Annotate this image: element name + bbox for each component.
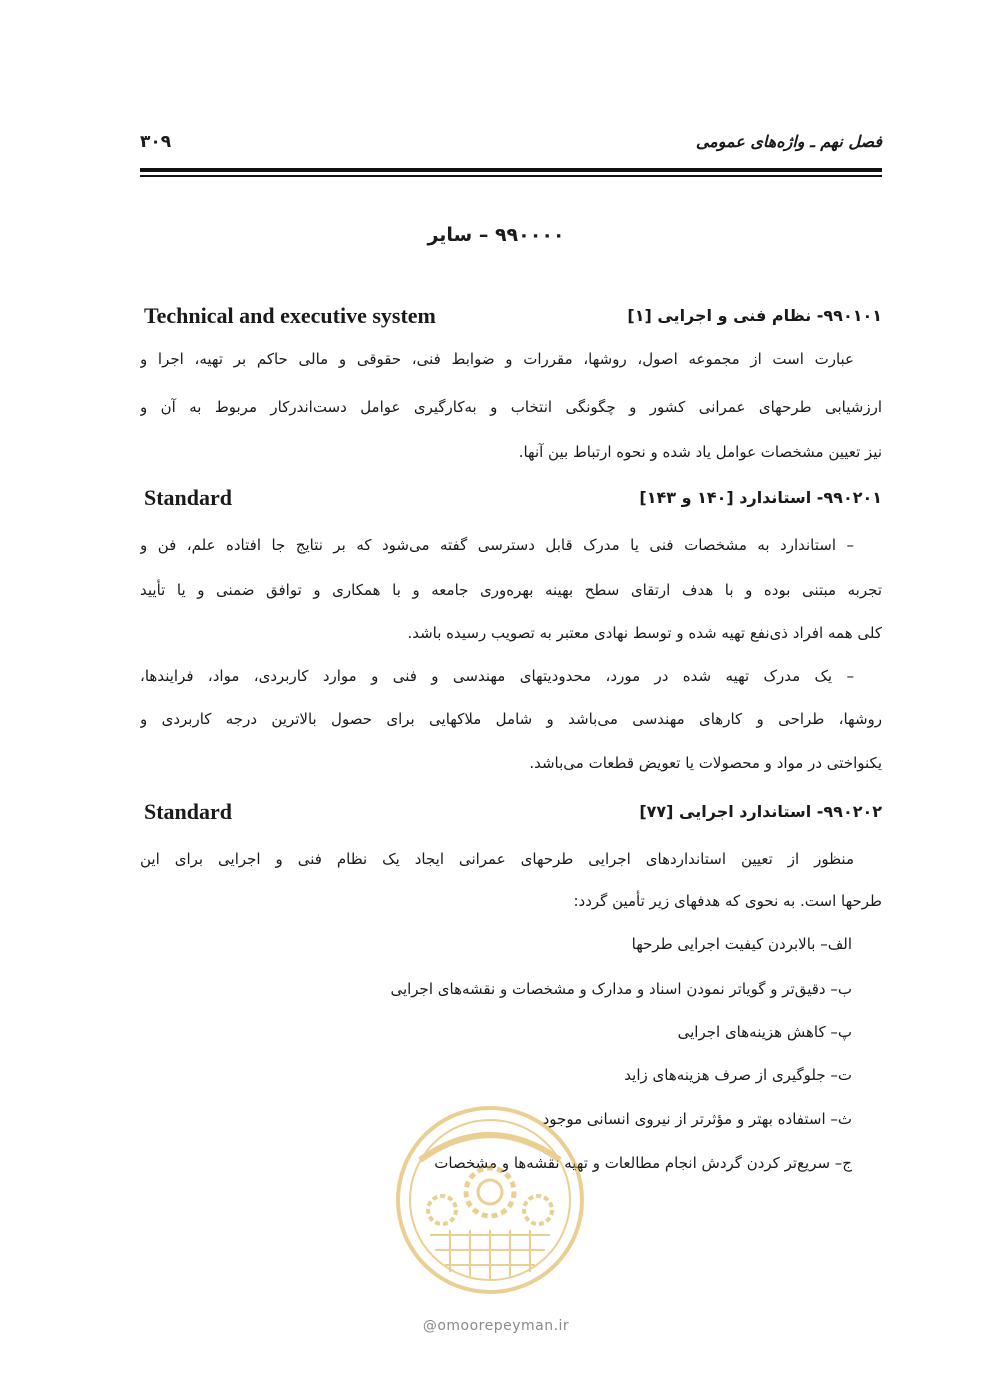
entry-title-en: Standard (144, 799, 233, 824)
paragraph-line: طرحها است. به نحوی که هدفهای زیر تأمین گردد: (573, 892, 882, 910)
paragraph-line: – استاندارد به مشخصات فنی یا مدرک قابل دسترسی گفته می‌شود که بر نتایج جا افتاده علم، فن و (140, 536, 854, 554)
paragraph-line: منظور از تعیین استانداردهای اجرایی طرحهای عمرانی ایجاد یک نظام فنی و اجرایی برای این (140, 850, 854, 868)
entry-heading (140, 485, 882, 518)
header-rule-thin (140, 175, 882, 177)
paragraph-line: عبارت است از مجموعه اصول، روشها، مقررات و ضوابط فنی، حقوقی و مالی حاکم بر تهیه، اجرا و (140, 350, 854, 368)
paragraph-line: تجربه مبتنی بوده و با هدف ارتقای سطح بهینه بهره‌وری جامعه و با همکاری و توافق ضمنی و یا تأیید (140, 581, 882, 599)
list-item: پ– کاهش هزینه‌های اجرایی (677, 1023, 852, 1041)
paragraph-line: یکنواختی در مواد و محصولات یا تعویض قطعات می‌باشد. (529, 754, 882, 772)
header-rule-thick (140, 168, 882, 172)
paragraph-line: کلی همه افراد ذی‌نفع تهیه شده و توسط نهادی معتبر به تصویب رسیده باشد. (407, 624, 882, 642)
page-number: ۳۰۹ (140, 132, 172, 152)
section-title: ۹۹۰۰۰۰ – سایر (427, 224, 565, 246)
entry-heading (140, 799, 882, 832)
paragraph-line: روشها، طراحی و کارهای مهندسی می‌باشد و شامل ملاکهایی برای حصول بالاترین درجه کاربردی و (140, 710, 882, 728)
entry-title-fa: ۹۹۰۲۰۲- استاندارد اجرایی [۷۷] (639, 802, 882, 821)
list-item: الف– بالابردن کیفیت اجرایی طرحها (631, 935, 852, 953)
chapter-header: فصل نهم ـ واژه‌های عمومی (695, 132, 882, 151)
list-item: ث– استفاده بهتر و مؤثرتر از نیروی انسانی موجود (542, 1110, 852, 1128)
list-item: ت– جلوگیری از صرف هزینه‌های زاید (624, 1066, 852, 1084)
list-item: ج– سریع‌تر کردن گردش انجام مطالعات و تهیه نقشه‌ها و مشخصات (434, 1154, 852, 1172)
watermark-site-text: @omoorepeyman.ir (422, 1318, 570, 1334)
paragraph-line: نیز تعیین مشخصات عوامل یاد شده و نحوه ارتباط بین آنها. (518, 443, 882, 461)
entry-title-en: Technical and executive system (144, 303, 436, 328)
entry-title-fa: ۹۹۰۱۰۱- نظام فنی و اجرایی [۱] (627, 306, 882, 325)
entry-title-fa: ۹۹۰۲۰۱- استاندارد [۱۴۰ و ۱۴۳] (639, 488, 882, 507)
entry-title-en: Standard (144, 485, 233, 510)
watermark-seal-icon (390, 1100, 590, 1300)
paragraph-line: ارزشیابی طرحهای عمرانی کشور و چگونگی انتخاب و به‌کارگیری عوامل دست‌اندرکار مربوط به آن و (140, 398, 882, 416)
entry-heading (140, 303, 882, 336)
list-item: ب– دقیق‌تر و گویاتر نمودن اسناد و مدارک و مشخصات و نقشه‌های اجرایی (390, 980, 852, 998)
paragraph-line: – یک مدرک تهیه شده در مورد، محدودیتهای مهندسی و فنی و موارد کاربردی، مواد، فرایندها، (140, 667, 854, 685)
